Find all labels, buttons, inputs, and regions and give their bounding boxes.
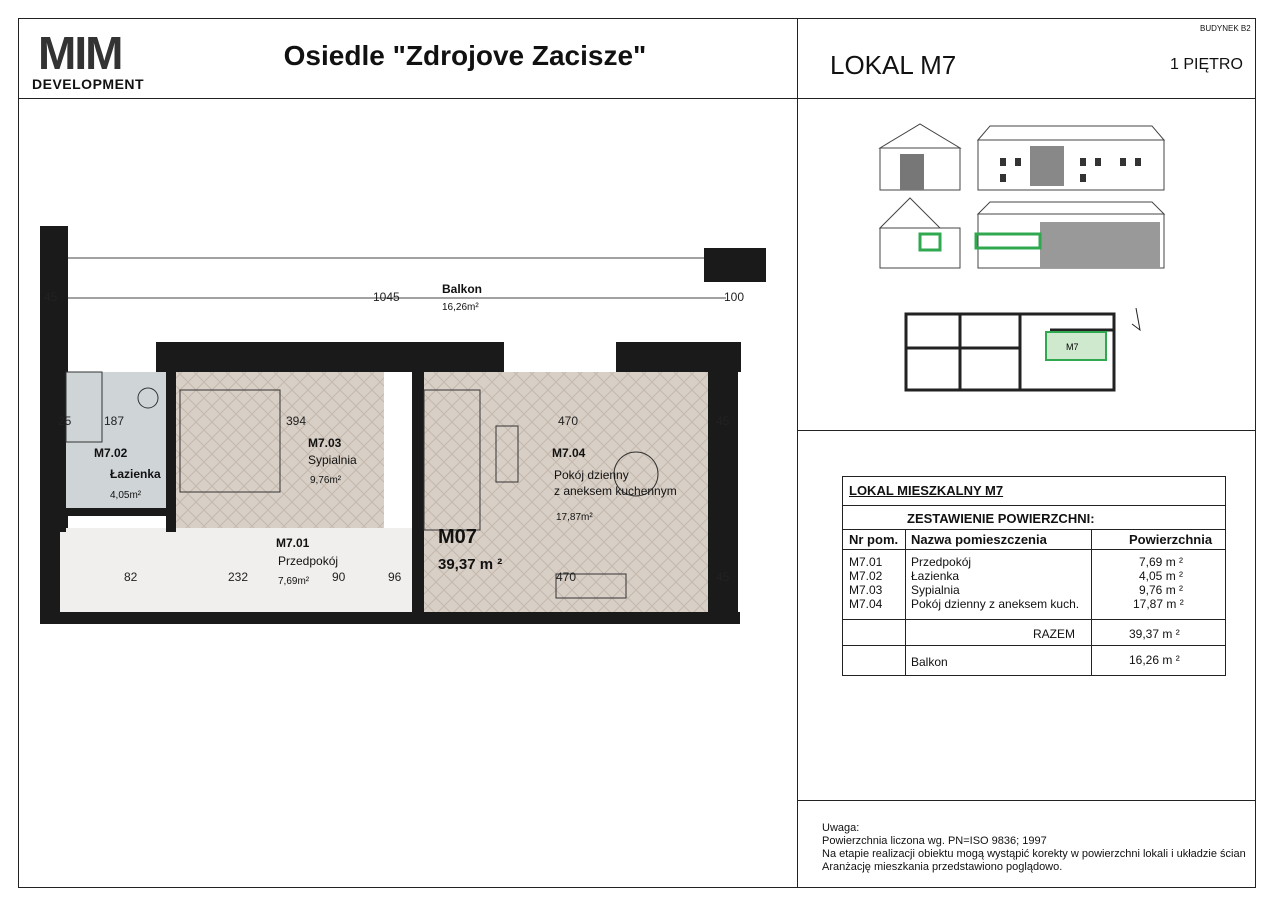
row-name: Przedpokój [911, 555, 972, 569]
unit-title: LOKAL M7 [830, 50, 957, 80]
dim-label: 470 [556, 570, 577, 584]
balcony-label: Balkon [442, 282, 483, 296]
table-subtitle: ZESTAWIENIE POWIERZCHNI: [907, 511, 1095, 526]
side-divider-2 [797, 800, 1256, 801]
row-name: Sypialnia [911, 583, 960, 597]
balcony-row-label: Balkon [911, 655, 948, 669]
row-name: Łazienka [911, 569, 960, 583]
key-plan [900, 300, 1160, 400]
col-header-name: Nazwa pomieszczenia [911, 532, 1047, 547]
table-title: LOKAL MIESZKALNY M7 [849, 483, 1004, 498]
header-divider [18, 98, 1256, 99]
room-area-bedroom: 9,76m² [310, 475, 342, 486]
room-area-living: 17,87m² [556, 512, 593, 523]
side-divider-1 [797, 430, 1256, 431]
unit-code: M07 [438, 526, 477, 548]
dim-label: 187 [104, 414, 125, 428]
key-plan-label: M7 [1066, 342, 1079, 352]
row-no: M7.01 [849, 555, 883, 569]
room-code-hall: M7.01 [276, 536, 310, 550]
balcony-row-value: 16,26 m ² [1129, 653, 1180, 667]
row-no: M7.04 [849, 597, 883, 611]
company-logo [30, 22, 150, 94]
row-name: Pokój dzienny z aneksem kuch. [911, 597, 1080, 611]
dim-label: 82 [124, 570, 138, 584]
room-name-bedroom: Sypialnia [308, 453, 357, 467]
dim-label: 394 [286, 414, 307, 428]
dim-label: 232 [228, 570, 249, 584]
row-area: 4,05 m ² [1139, 569, 1184, 583]
room-code-living: M7.04 [552, 446, 586, 460]
logo-subtitle: DEVELOPMENT [32, 76, 145, 92]
elevation-highlight-side [920, 234, 940, 250]
col-header-no: Nr pom. [849, 532, 899, 547]
dim-label: 470 [558, 414, 579, 428]
room-name-hall: Przedpokój [278, 554, 339, 568]
row-area: 9,76 m ² [1139, 583, 1184, 597]
notes-line: Powierzchnia liczona wg. PN=ISO 9836; 1997 [822, 835, 1047, 847]
elevation-highlight-front [976, 234, 1040, 248]
balcony-area: 16,26m² [442, 302, 479, 313]
unit-area: 39,37 m ² [438, 556, 503, 573]
dim-label: 100 [724, 290, 745, 304]
dim-label: 45 [44, 290, 58, 304]
row-no: M7.02 [849, 569, 883, 583]
column-divider [797, 18, 798, 888]
logo-letters: MIM [38, 27, 122, 79]
notes-line: Na etapie realizacji obiektu mogą wystąpić korekty w powierzchni lokali i układzie ścian [822, 848, 1246, 860]
dim-label: 96 [388, 570, 402, 584]
dim-label: 1045 [373, 290, 400, 304]
room-area-bathroom: 4,05m² [110, 490, 142, 501]
row-area: 7,69 m ² [1139, 555, 1184, 569]
room-name-living-line1: Pokój dzienny [554, 468, 629, 482]
building-elevations [870, 118, 1170, 278]
building-label: BUDYNEK B2 [1200, 24, 1251, 33]
notes [822, 822, 1246, 874]
floor-plan [36, 222, 776, 642]
dim-label: 25 [58, 414, 72, 428]
room-code-bedroom: M7.03 [308, 436, 342, 450]
dim-label: 90 [332, 570, 346, 584]
notes-heading: Uwaga: [822, 822, 860, 834]
room-name-living-line2: z aneksem kuchennym [554, 484, 677, 498]
north-arrow-icon [1132, 308, 1140, 330]
area-table [842, 476, 1226, 676]
col-header-area: Powierzchnia [1129, 532, 1213, 547]
floor-label: 1 PIĘTRO [1170, 56, 1243, 73]
notes-line: Aranżację mieszkania przedstawiono poglądowo. [822, 861, 1063, 873]
dim-label: 45 [716, 414, 730, 428]
total-label: RAZEM [1033, 627, 1075, 641]
room-name-bathroom: Łazienka [110, 467, 161, 481]
row-area: 17,87 m ² [1133, 597, 1184, 611]
room-area-hall: 7,69m² [278, 576, 310, 587]
room-code-bathroom: M7.02 [94, 446, 128, 460]
row-no: M7.03 [849, 583, 883, 597]
project-title: Osiedle "Zdrojove Zacisze" [283, 40, 647, 71]
dim-label: 45 [716, 570, 730, 584]
total-value: 39,37 m ² [1129, 627, 1180, 641]
